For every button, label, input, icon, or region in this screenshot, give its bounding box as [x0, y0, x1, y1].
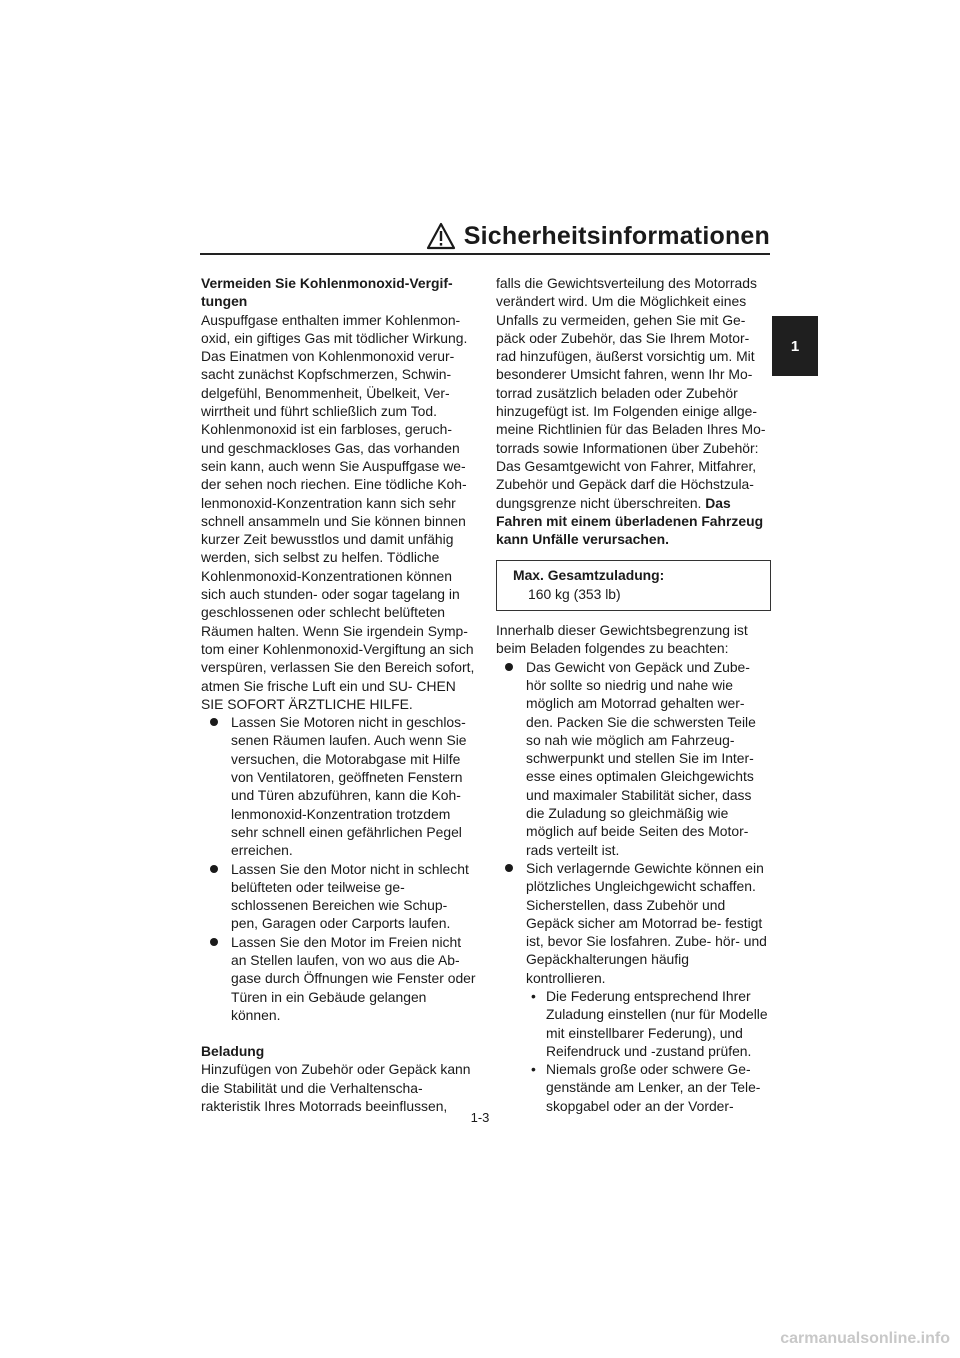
- list-item: Lassen Sie den Motor im Freien nicht an Stellen laufen, von wo aus die Ab- gase durch Öffnungen wie Fenster oder Türen in ein Gebäude gelangen können.: [201, 933, 477, 1024]
- sub-list-item: • Die Federung entsprechend Ihrer Zuladung einstellen (nur für Modelle mit einstellbarer Federung), und Reifendruck und -zustand prüfen.: [526, 987, 772, 1060]
- page-title: Sicherheitsinformationen: [463, 221, 770, 250]
- page-number: 1-3: [470, 1110, 490, 1125]
- sub-bullet-list: [526, 987, 772, 1115]
- list-item-text: Sich verlagernde Gewichte können ein plötzliches Ungleichgewicht schaffen. Sicherstellen, dass Zubehör und Gepäck sicher am Motorrad be- festigt ist, bevor Sie losfahren. Zube- hör- und Gepäckhalterungen häufig kontrollieren.: [526, 859, 767, 986]
- header-rule: [200, 253, 770, 255]
- section-heading-carbon-monoxide: Vermeiden Sie Kohlenmonoxid-Vergif- tungen: [201, 275, 453, 310]
- section-heading-loading: Beladung: [201, 1043, 265, 1060]
- paragraph-loading-continued: [496, 274, 772, 548]
- sub-list-item: • Niemals große oder schwere Ge- genstände am Lenker, an der Tele- skopgabel oder an der Vorder-: [526, 1060, 772, 1115]
- list-item: Das Gewicht von Gepäck und Zube- hör sollte so niedrig und nahe wie möglich am Motorrad gehalten wer- den. Packen Sie die schwersten Teile so nah wie möglich am Fahrzeug- schwerpunkt und stellen Sie im Inter- esse eines optimalen Gleichgewichts und maximaler Stabilität sicher, dass die Zuladung so gleichmäßig wie möglich auf beide Seiten des Motor- rads verteilt ist.: [496, 658, 772, 859]
- list-item: [496, 859, 772, 1115]
- bullet-list-loading: [496, 658, 772, 1115]
- right-column: [496, 274, 772, 1115]
- spec-box: [496, 560, 771, 611]
- warning-triangle-icon: [426, 222, 456, 250]
- watermark: carmanualsonline.info: [780, 1330, 950, 1347]
- paragraph-text: falls die Gewichtsverteilung des Motorrads verändert wird. Um die Möglichkeit eines Unfalls zu vermeiden, gehen Sie mit Ge- päck oder Zubehör, das Sie Ihrem Motor- rad hinzufügen, äußerst vorsichtig um. Mit besonderer Umsicht fahren, wenn Ihr Mo- torrad zusätzlich beladen oder Zubehör hinzugefügt ist. Im Folgenden einige allge- meine Richtlinien für das Beladen Ihres Mo- torrads sowie Informationen über Zubehör: Das Gesamtgewicht von Fahrer, Mitfahrer, Zubehör und Gepäck darf die Höchstzula- dungsgrenze nicht überschreiten.: [496, 275, 766, 511]
- spec-label: Max. Gesamtzuladung:: [513, 567, 665, 584]
- paragraph-loading: Hinzufügen von Zubehör oder Gepäck kann die Stabilität und die Verhaltenscha- rakteristik Ihres Motorrads beeinflussen,: [201, 1061, 471, 1115]
- list-item: Lassen Sie Motoren nicht in geschlos- senen Räumen laufen. Auch wenn Sie versuchen, die Motorabgase mit Hilfe von Ventilatoren, geöffneten Fenstern und Türen abzuführen, kann die Koh- lenmonoxid-Konzentration trotzdem sehr schnell einen gefährlichen Pegel erreichen.: [201, 713, 477, 859]
- warning-text: Das Fahren mit einem überladenen Fahrzeug kann Unfälle verursachen.: [496, 494, 764, 548]
- chapter-tab: 1: [772, 316, 818, 376]
- paragraph-intro: Innerhalb dieser Gewichtsbegrenzung ist beim Beladen folgendes zu beachten:: [496, 622, 748, 657]
- spec-value: 160 kg (353 lb): [528, 585, 621, 602]
- paragraph-carbon-monoxide: Auspuffgase enthalten immer Kohlenmon- oxid, ein giftiges Gas mit tödlicher Wirkung. Das Einatmen von Kohlenmonoxid verur- sacht zunächst Kopfschmerzen, Schwin- delgefühl, Benommenheit, Übelkeit, Ver- wirrtheit und führt schließlich zum Tod. Kohlenmonoxid ist ein farbloses, geruch- und geschmackloses Gas, das vorhanden sein kann, auch wenn Sie Auspuffgase we- der sehen noch riechen. Eine tödliche Koh- lenmonoxid-Konzentration kann sich sehr schnell ansammeln und Sie können binnen kurzer Zeit bewusstlos und damit unfähig werden, sich selbst zu helfen. Tödliche Kohlenmonoxid-Konzentrationen können sich auch stunden- oder sogar tagelang in geschlossenen oder schlecht belüfteten Räumen halten. Wenn Sie irgendein Symp- tom einer Kohlenmonoxid-Vergiftung an sich verspüren, verlassen Sie den Bereich sofort, atmen Sie frische Luft ein und SU- CHEN SIE SOFORT ÄRZTLICHE HILFE.: [201, 311, 475, 712]
- page-header: [200, 218, 770, 254]
- spacer: [201, 1024, 477, 1042]
- bullet-list-carbon-monoxide: [201, 713, 477, 1024]
- list-item: Lassen Sie den Motor nicht in schlecht belüfteten oder teilweise ge- schlossenen Bereichen wie Schup- pen, Garagen oder Carports laufen.: [201, 860, 477, 933]
- left-column: [201, 274, 477, 1115]
